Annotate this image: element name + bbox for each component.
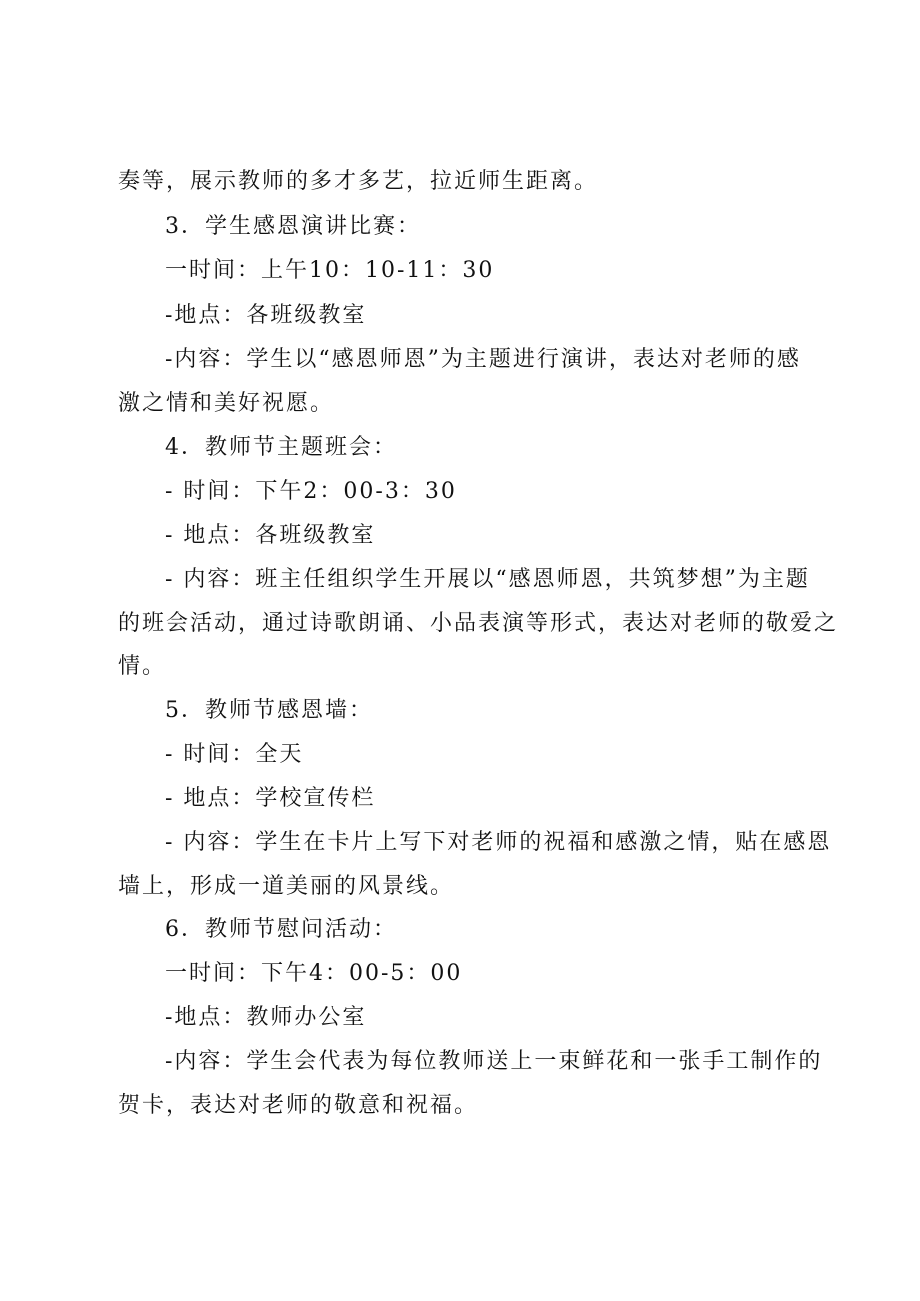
section-heading: 5．教师节感恩墙：	[165, 698, 373, 723]
text-line: 一时间：上午10：10-11：30	[165, 258, 495, 283]
text-line: - 地点：各班级教室	[165, 523, 376, 548]
text-line: 奏等，展示教师的多才多艺，拉近师生距离。	[118, 169, 599, 194]
text-line: 的班会活动，通过诗歌朗诵、小品表演等形式，表达对老师的敬爱之	[118, 611, 839, 636]
text-line: - 内容：班主任组织学生开展以“感恩师恩，共筑梦想”为主题	[165, 567, 810, 592]
text-line: 激之情和美好祝愿。	[118, 391, 335, 416]
text-line: 一时间：下午4：00-5：00	[165, 961, 463, 986]
section-heading: 4．教师节主题班会：	[165, 435, 397, 460]
text-line: -地点：教师办公室	[165, 1005, 367, 1030]
text-line: -地点：各班级教室	[165, 303, 367, 328]
text-line: 情。	[118, 654, 167, 679]
text-line: - 时间：全天	[165, 742, 304, 767]
text-line: -内容：学生会代表为每位教师送上一束鲜花和一张手工制作的	[165, 1049, 823, 1074]
text-line: - 内容：学生在卡片上写下对老师的祝福和感激之情，贴在感恩	[165, 830, 832, 855]
text-line: 墙上，形成一道美丽的风景线。	[118, 874, 455, 899]
section-heading: 6．教师节慰问活动：	[165, 917, 397, 942]
text-line: -内容：学生以“感恩师恩”为主题进行演讲，表达对老师的感	[165, 347, 801, 372]
text-line: - 地点：学校宣传栏	[165, 786, 376, 811]
text-line: 贺卡，表达对老师的敬意和祝福。	[118, 1093, 479, 1118]
text-line: - 时间：下午2：00-3：30	[165, 479, 457, 504]
section-heading: 3．学生感恩演讲比赛：	[165, 214, 421, 239]
